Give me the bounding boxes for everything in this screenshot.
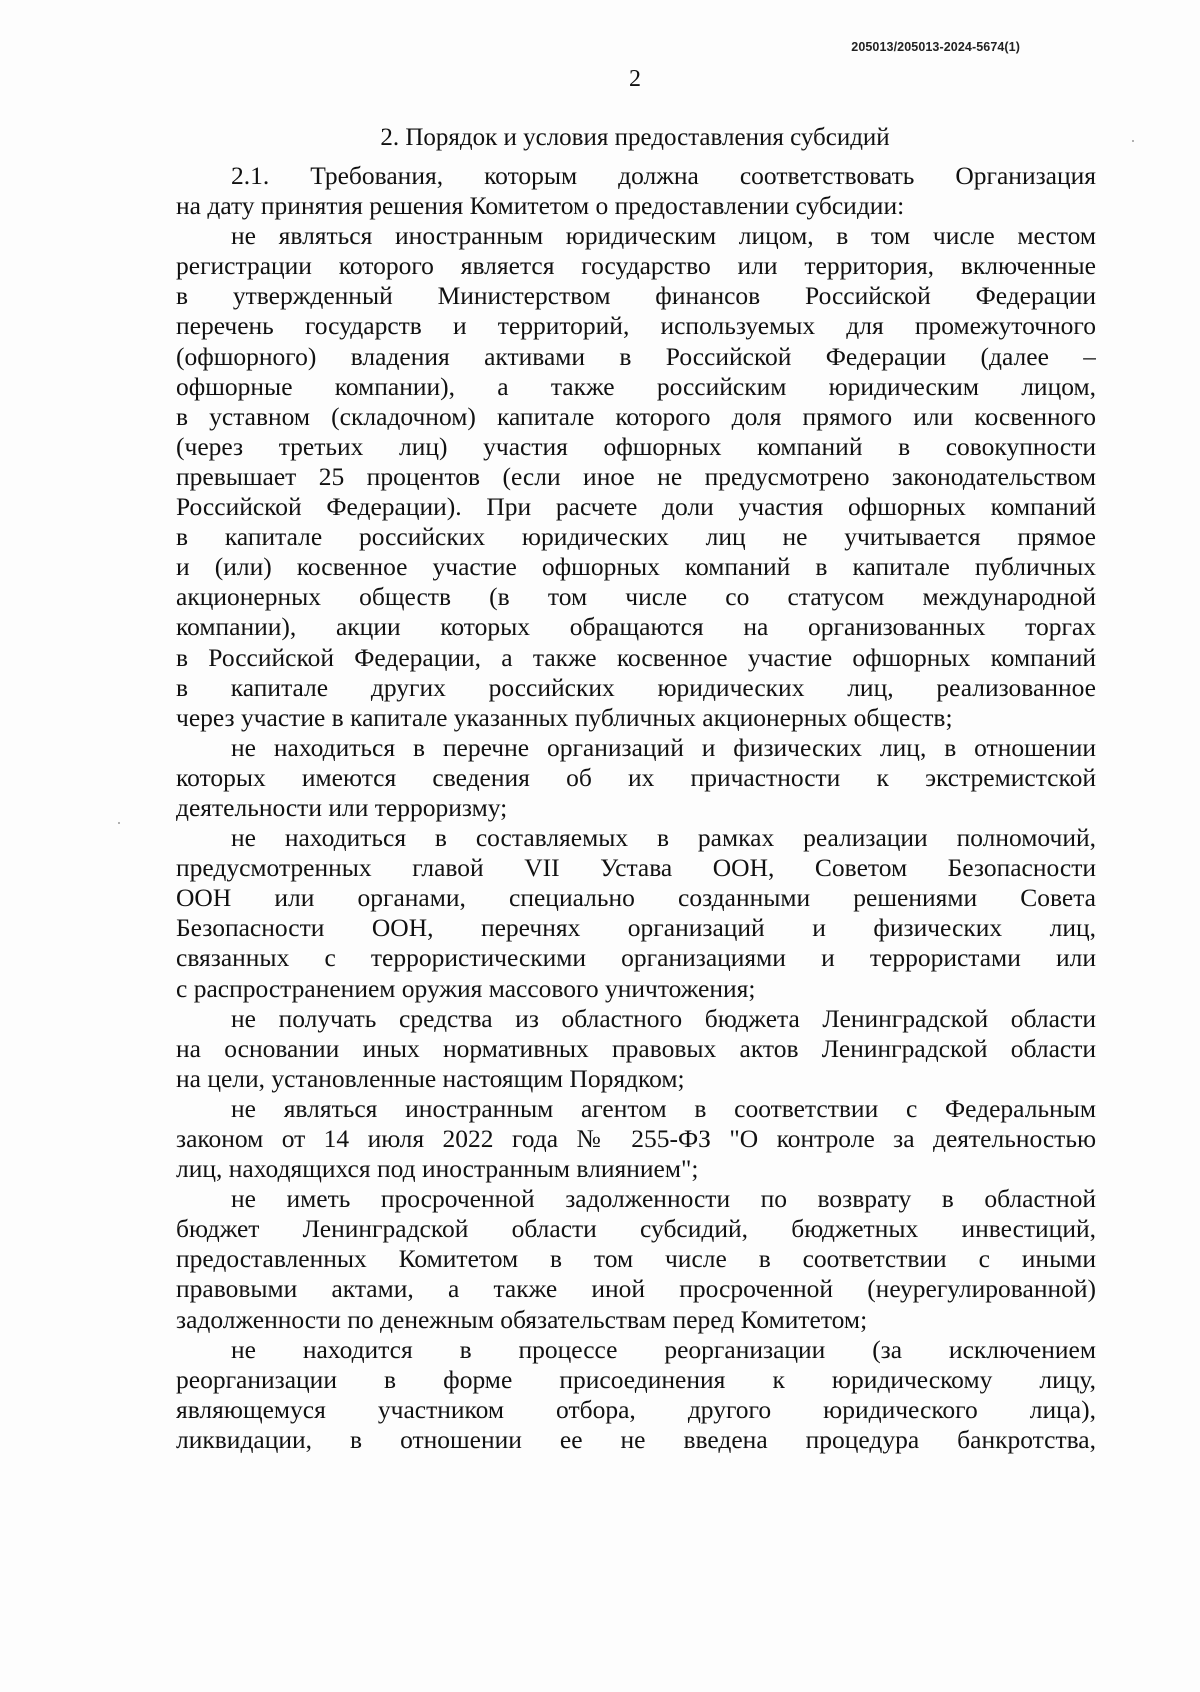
scan-speck bbox=[118, 822, 120, 824]
paragraph bbox=[176, 823, 1096, 1004]
paragraph-line: не находится в процессе реорганизации (за исключением bbox=[231, 1334, 1096, 1364]
paragraph bbox=[176, 733, 1096, 823]
paragraph-line: законом от 14 июля 2022 года № 255-ФЗ "О контроле за деятельностью bbox=[176, 1124, 1096, 1153]
paragraph-line: реорганизации в форме присоединения к юридическому лицу, bbox=[176, 1364, 1096, 1394]
paragraph-line: превышает 25 процентов (если иное не предусмотрено законодательством bbox=[176, 461, 1096, 491]
paragraph-line: которых имеются сведения об их причастности к экстремистской bbox=[176, 762, 1096, 792]
paragraph-line: (офшорного) владения активами в Российской Федерации (далее – bbox=[176, 341, 1096, 371]
paragraph-line: и (или) косвенное участие офшорных компаний в капитале публичных bbox=[176, 552, 1096, 582]
paragraph-line: Российской Федерации). При расчете доли участия офшорных компаний bbox=[176, 492, 1096, 522]
scan-speck bbox=[1132, 140, 1134, 142]
paragraph-line: не находиться в перечне организаций и физических лиц, в отношении bbox=[231, 732, 1096, 762]
paragraph-line: ООН или органами, специально созданными решениями Совета bbox=[176, 883, 1096, 913]
paragraph-line: правовыми актами, а также иной просроченной (неурегулированной) bbox=[176, 1274, 1096, 1304]
document-registration-number: 205013/205013-2024-5674(1) bbox=[851, 40, 1020, 54]
paragraph-line: перечень государств и территорий, используемых для промежуточного bbox=[176, 311, 1096, 341]
paragraph-line: (через третьих лиц) участия офшорных компаний в совокупности bbox=[176, 431, 1096, 461]
paragraph-line: на цели, установленные настоящим Порядком; bbox=[176, 1063, 685, 1093]
paragraph-line: не являться иностранным агентом в соответствии с Федеральным bbox=[231, 1093, 1096, 1123]
paragraph-line: задолженности по денежным обязательствам перед Комитетом; bbox=[176, 1304, 868, 1334]
paragraph-line: 2.1. Требования, которым должна соответствовать Организация bbox=[231, 161, 1096, 190]
paragraph-line: являющемуся участником отбора, другого юридического лица), bbox=[176, 1394, 1096, 1424]
paragraph-line: ликвидации, в отношении ее не введена процедура банкротства, bbox=[176, 1424, 1096, 1454]
paragraph-line: не являться иностранным юридическим лицом, в том числе местом bbox=[231, 221, 1096, 251]
document-body bbox=[176, 161, 1096, 1455]
paragraph-line: с распространением оружия массового уничтожения; bbox=[176, 973, 756, 1003]
paragraph-line: на основании иных нормативных правовых актов Ленинградской области bbox=[176, 1033, 1096, 1063]
paragraph-line: в уставном (складочном) капитале которого доля прямого или косвенного bbox=[176, 401, 1096, 431]
paragraph-line: в Российской Федерации, а также косвенное участие офшорных компаний bbox=[176, 642, 1096, 672]
paragraph-line: связанных с террористическими организациями и террористами или bbox=[176, 943, 1096, 973]
paragraph bbox=[176, 1004, 1096, 1094]
paragraph bbox=[176, 161, 1096, 221]
paragraph-line: не получать средства из областного бюджета Ленинградской области bbox=[231, 1003, 1096, 1033]
paragraph-line: в капитале других российских юридических лиц, реализованное bbox=[176, 672, 1096, 702]
section-title: 2. Порядок и условия предоставления субсидий bbox=[380, 124, 890, 151]
page-number: 2 bbox=[629, 66, 641, 92]
paragraph-line: акционерных обществ (в том числе со статусом международной bbox=[176, 582, 1096, 612]
paragraph bbox=[176, 1184, 1096, 1334]
paragraph-line: предоставленных Комитетом в том числе в соответствии с иными bbox=[176, 1244, 1096, 1274]
paragraph-line: не находиться в составляемых в рамках реализации полномочий, bbox=[231, 823, 1096, 853]
paragraph-line: деятельности или терроризму; bbox=[176, 792, 508, 822]
paragraph-line: регистрации которого является государство или территория, включенные bbox=[176, 251, 1096, 281]
paragraph bbox=[176, 221, 1096, 733]
paragraph bbox=[176, 1094, 1096, 1184]
paragraph-line: предусмотренных главой VII Устава ООН, Советом Безопасности bbox=[176, 853, 1096, 883]
paragraph-line: компании), акции которых обращаются на организованных торгах bbox=[176, 612, 1096, 642]
paragraph-line: не иметь просроченной задолженности по возврату в областной bbox=[231, 1184, 1096, 1214]
paragraph-line: в капитале российских юридических лиц не учитывается прямое bbox=[176, 522, 1096, 552]
paragraph-line: Безопасности ООН, перечнях организаций и физических лиц, bbox=[176, 913, 1096, 943]
paragraph-line: бюджет Ленинградской области субсидий, бюджетных инвестиций, bbox=[176, 1214, 1096, 1244]
paragraph-line: офшорные компании), а также российским юридическим лицом, bbox=[176, 371, 1096, 401]
paragraph-line: на дату принятия решения Комитетом о предоставлении субсидии: bbox=[176, 191, 905, 221]
paragraph-line: лиц, находящихся под иностранным влиянием"; bbox=[176, 1154, 699, 1184]
paragraph bbox=[176, 1335, 1096, 1455]
paragraph-line: через участие в капитале указанных публичных акционерных обществ; bbox=[176, 702, 953, 732]
paragraph-line: в утвержденный Министерством финансов Российской Федерации bbox=[176, 281, 1096, 311]
